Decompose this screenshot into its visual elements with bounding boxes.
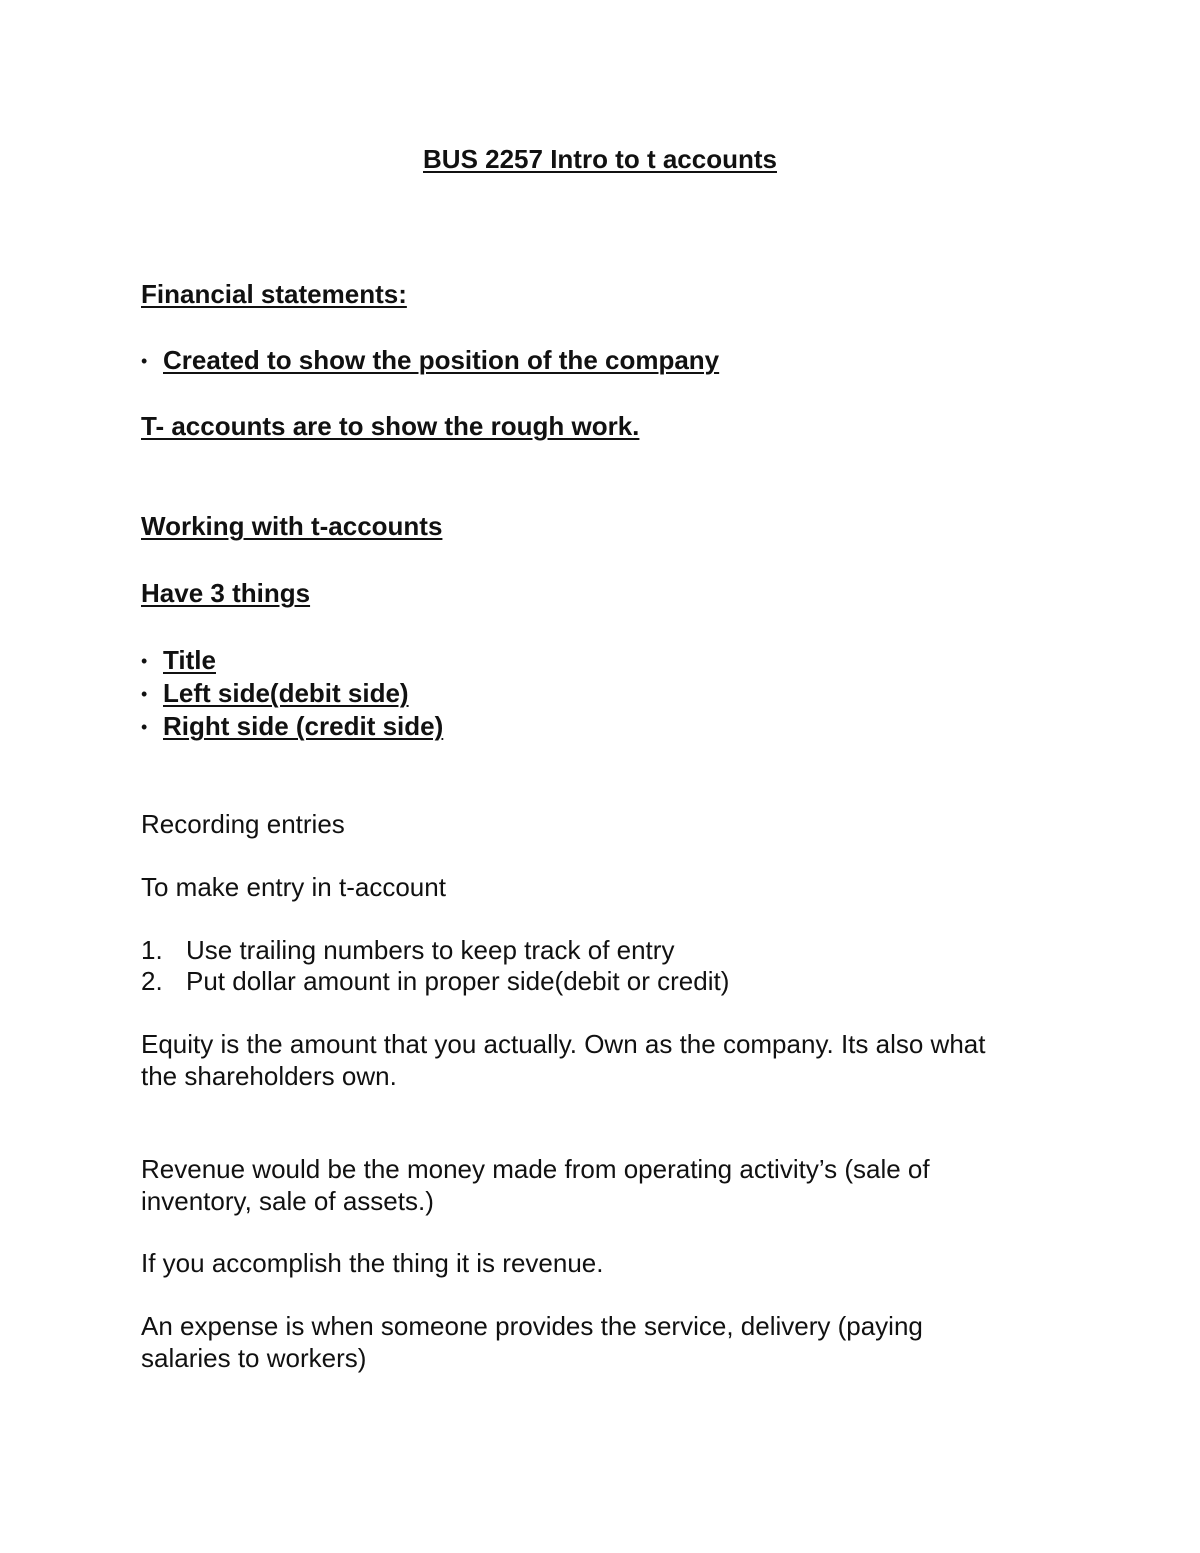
thing-item-right-side	[141, 710, 443, 743]
expense-line-2: salaries to workers)	[141, 1343, 367, 1373]
step-number: 1.	[141, 935, 163, 965]
bullet-icon: •	[141, 717, 148, 737]
bullet-icon: •	[141, 684, 148, 704]
thing-item-text: Left side(debit side)	[163, 678, 409, 708]
step-text: Use trailing numbers to keep track of entry	[186, 935, 675, 965]
accomplish-line: If you accomplish the thing it is revenue.	[141, 1248, 604, 1278]
financial-bullet-item	[141, 344, 719, 377]
expense-line-1: An expense is when someone provides the service, delivery (paying	[141, 1311, 923, 1341]
page-title	[0, 143, 1200, 175]
page-title-text: BUS 2257 Intro to t accounts	[423, 144, 777, 174]
bullet-icon: •	[141, 651, 148, 671]
step-text: Put dollar amount in proper side(debit or credit)	[186, 966, 730, 996]
thing-item-left-side	[141, 677, 409, 710]
t-accounts-line: T- accounts are to show the rough work.	[141, 411, 640, 441]
bullet-icon: •	[141, 351, 148, 371]
revenue-line-1: Revenue would be the money made from operating activity’s (sale of	[141, 1154, 930, 1184]
equity-line-1: Equity is the amount that you actually. Own as the company. Its also what	[141, 1029, 986, 1059]
step-item-1	[141, 934, 674, 966]
step-number: 2.	[141, 966, 163, 996]
financial-bullet-text: Created to show the position of the company	[163, 345, 720, 375]
recording-entries-line: Recording entries	[141, 809, 345, 839]
financial-statements-heading: Financial statements:	[141, 279, 407, 309]
revenue-line-2: inventory, sale of assets.)	[141, 1186, 434, 1216]
step-item-2	[141, 965, 729, 997]
make-entry-line: To make entry in t-account	[141, 872, 446, 902]
equity-line-2: the shareholders own.	[141, 1061, 397, 1091]
thing-item-text: Right side (credit side)	[163, 711, 444, 741]
thing-item-title	[141, 644, 216, 677]
thing-item-text: Title	[163, 645, 216, 675]
have-things-heading: Have 3 things	[141, 578, 311, 608]
working-heading: Working with t-accounts	[141, 511, 443, 541]
